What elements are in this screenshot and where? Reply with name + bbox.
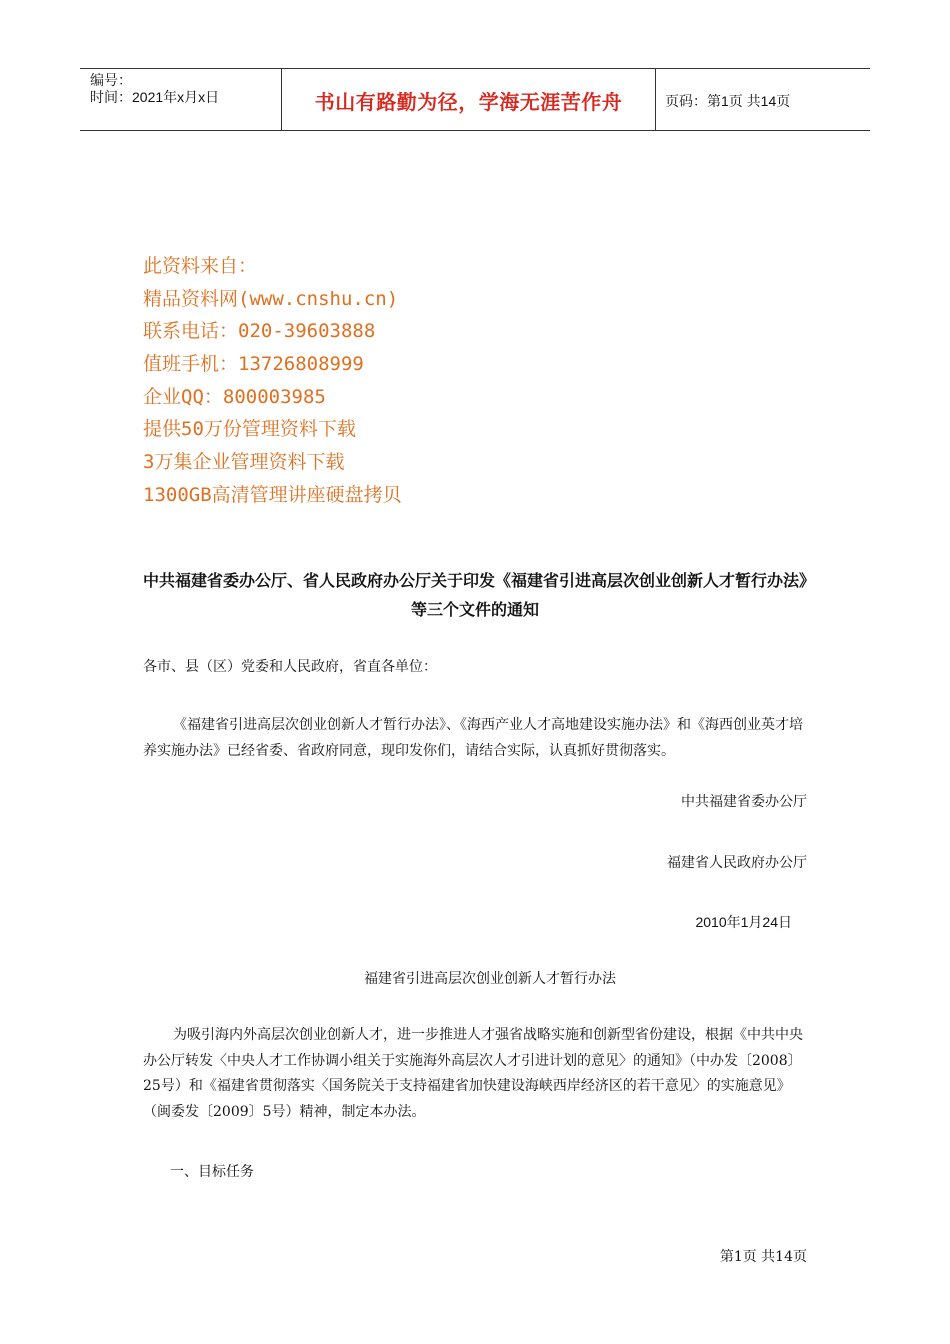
ad-line: 1300GB高清管理讲座硬盘拷贝 — [143, 483, 402, 506]
notice-date: 2010年1月24日 — [695, 914, 792, 930]
ad-line: 提供50万份管理资料下载 — [143, 418, 356, 441]
notice-body: 《福建省引进高层次创业创新人才暂行办法》、《海西产业人才高地建设实施办法》和《海西创业英才培养实施办法》已经省委、省政府同意，现印发你们，请结合实际，认真抓好贯彻落实。 — [143, 717, 803, 759]
document-time-label: 时间：2021年x月x日 — [90, 89, 220, 105]
page-header — [80, 68, 870, 131]
header-motto: 书山有路勤为径，学海无涯苦作舟 — [314, 90, 623, 114]
document-number-label: 编号： — [90, 72, 132, 88]
ad-line: 值班手机：13726808999 — [143, 353, 364, 376]
header-meta — [80, 69, 280, 130]
ad-line: 精品资料网(www.cnshu.cn) — [143, 287, 399, 310]
measures-intro: 为吸引海内外高层次创业创新人才，进一步推进人才强省战略实施和创新型省份建设，根据《中共中央办公厅转发〈中央人才工作协调小组关于实施海外高层次人才引进计划的意见〉的通知》（中办发〔2008〕25号）和《福建省贯彻落实〈国务院关于支持福建省加快建设海峡西岸经济区的若干意见〉的实施意见》（闽委发〔2009〕5号）精神，制定本办法。 — [143, 1027, 803, 1120]
ad-line: 此资料来自： — [143, 255, 258, 277]
ad-line: 企业QQ：800003985 — [143, 385, 326, 408]
notice-title: 中共福建省委办公厅、省人民政府办公厅关于印发《福建省引进高层次创业创新人才暂行办法》等三个文件的通知 — [142, 571, 807, 619]
notice-signatory-1: 中共福建省委办公厅 — [681, 794, 807, 810]
ad-line: 3万集企业管理资料下载 — [143, 451, 345, 474]
header-motto-cell — [281, 69, 656, 130]
notice-salutation: 各市、县（区）党委和人民政府，省直各单位： — [143, 659, 437, 675]
ad-line: 联系电话：020-39603888 — [143, 320, 376, 343]
notice-signatory-2: 福建省人民政府办公厅 — [667, 855, 807, 871]
header-page-info: 页码：第1页 共14页 — [665, 93, 791, 109]
section-heading: 一、目标任务 — [170, 1164, 254, 1180]
page-footer: 第1页 共14页 — [719, 1249, 807, 1265]
source-ad-block — [143, 250, 402, 512]
header-page-cell — [665, 69, 870, 130]
measures-title: 福建省引进高层次创业创新人才暂行办法 — [364, 971, 616, 987]
